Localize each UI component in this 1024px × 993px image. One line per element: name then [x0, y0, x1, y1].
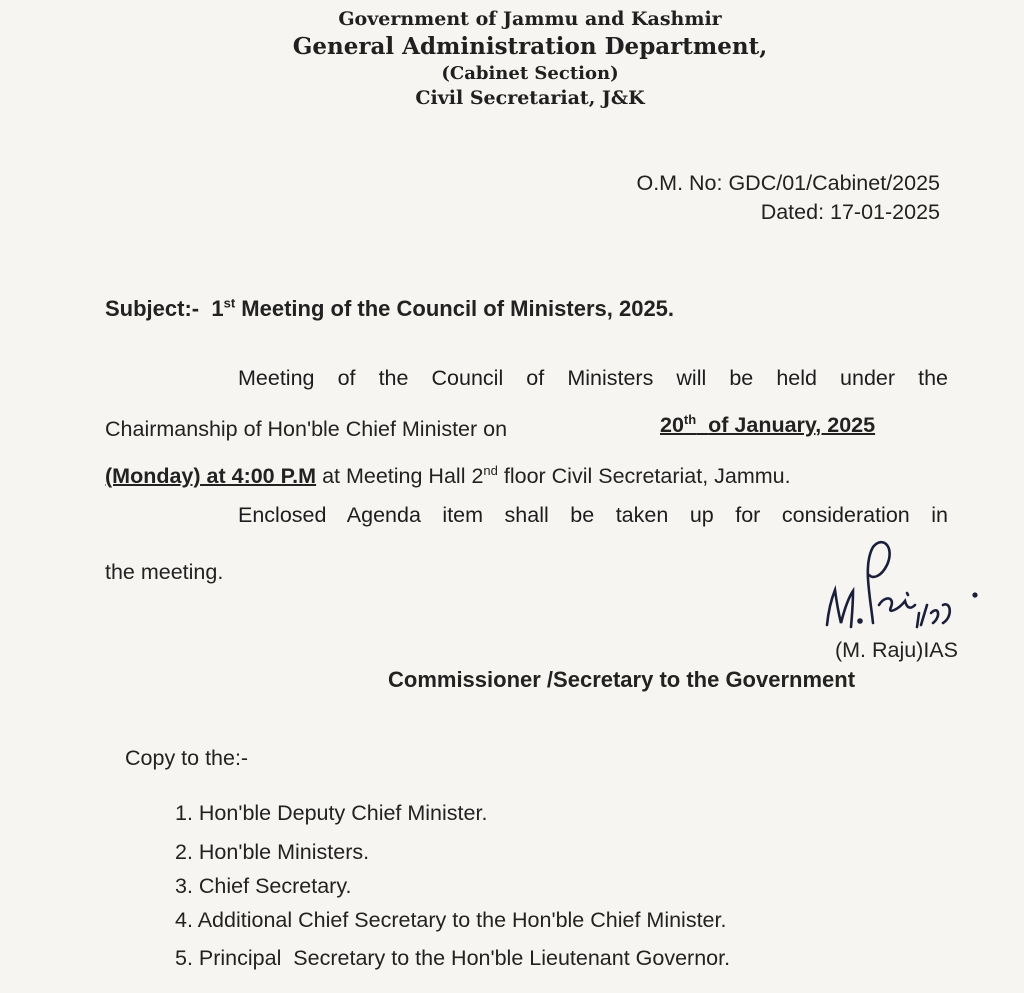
meeting-time: (Monday) at 4:00 P.M: [105, 464, 317, 488]
copy-list-item: 2. Hon'ble Ministers.: [175, 840, 370, 864]
copy-list-item: 3. Chief Secretary.: [175, 874, 352, 898]
signatory-designation: Commissioner /Secretary to the Government: [388, 667, 856, 692]
om-number: O.M. No: GDC/01/Cabinet/2025: [636, 171, 940, 195]
subject: Subject:- 1st Meeting of the Council of Ministers, 2025.: [105, 295, 675, 321]
paragraph-1-line-1: Meeting of the Council of Ministers will be held under the: [238, 366, 948, 390]
copy-to-label: Copy to the:-: [125, 746, 249, 770]
paragraph-1-line-2: Chairmanship of Hon'ble Chief Minister on: [105, 417, 508, 441]
copy-list-item: 4. Additional Chief Secretary to the Hon'ble Chief Minister.: [175, 908, 727, 932]
handwritten-signature: [815, 535, 995, 640]
header-secretariat: Civil Secretariat, J&K: [415, 87, 645, 109]
copy-list-item: 1. Hon'ble Deputy Chief Minister.: [175, 801, 488, 825]
header-section: (Cabinet Section): [441, 63, 619, 84]
signatory-name: (M. Raju)IAS: [834, 638, 958, 662]
copy-list-item: 5. Principal Secretary to the Hon'ble Lieutenant Governor.: [175, 946, 731, 970]
paragraph-2-line-2: the meeting.: [105, 560, 224, 584]
subject-text: Meeting of the Council of Ministers, 2025.: [241, 296, 675, 321]
paragraph-2-line-1: Enclosed Agenda item shall be taken up for consideration in: [238, 503, 948, 527]
meeting-date: 20th of January, 2025: [660, 411, 876, 437]
om-date: Dated: 17-01-2025: [760, 200, 940, 224]
header-government: Government of Jammu and Kashmir: [338, 8, 722, 30]
header-department: General Administration Department,: [292, 33, 768, 60]
subject-label: Subject:-: [105, 296, 200, 321]
paragraph-1-line-3: (Monday) at 4:00 P.M at Meeting Hall 2nd floor Civil Secretariat, Jammu.: [105, 462, 791, 488]
